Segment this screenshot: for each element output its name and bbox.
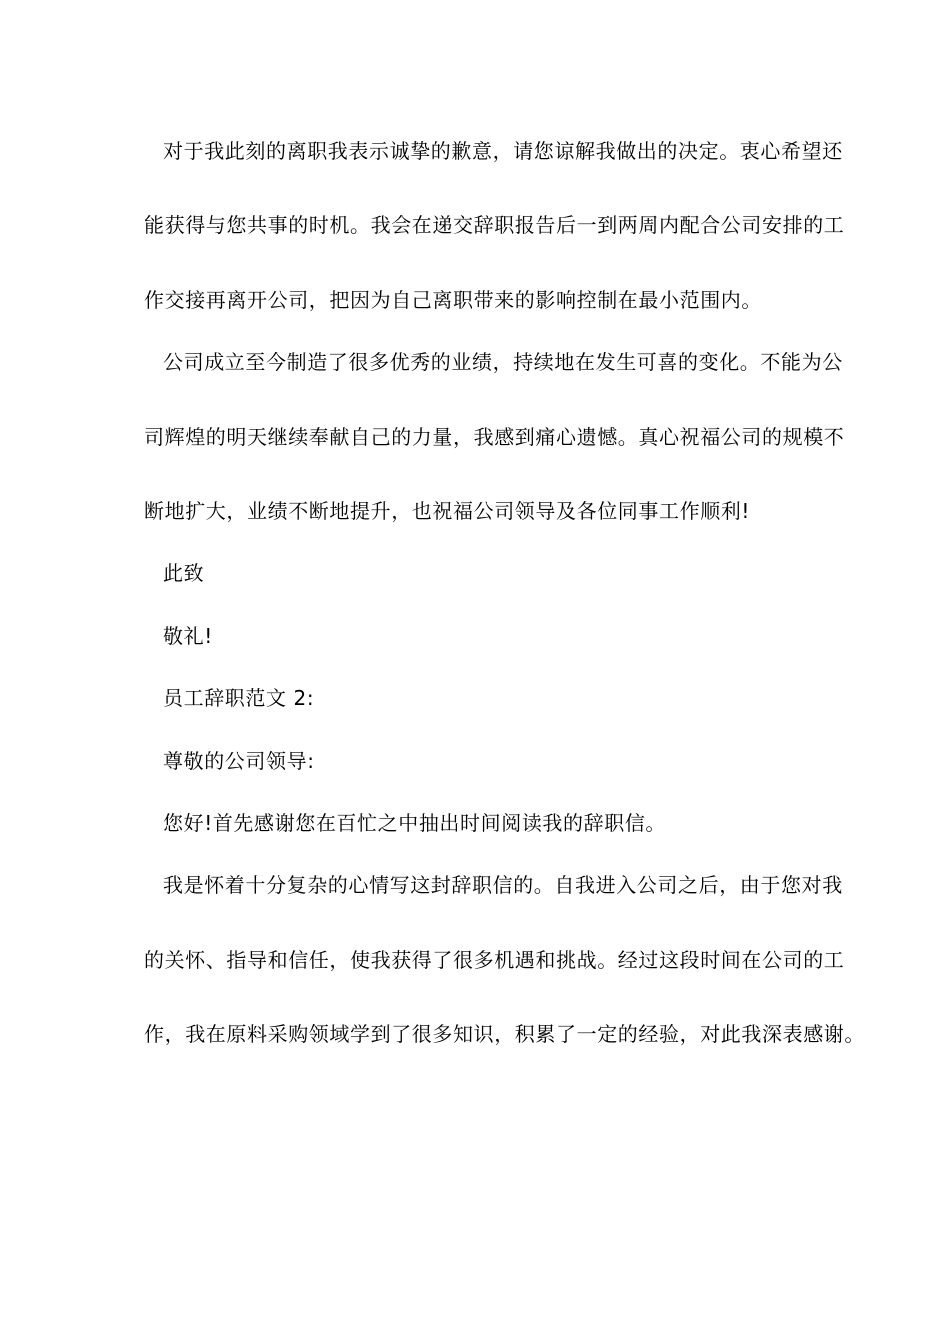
- sample-title: 员工辞职范文 2:: [163, 686, 315, 710]
- paragraph-3-line-1: 我是怀着十分复杂的心情写这封辞职信的。自我进入公司之后，由于您对我: [163, 873, 843, 897]
- paragraph-3-line-2: 的关怀、指导和信任，使我获得了很多机遇和挑战。经过这段时间在公司的工: [144, 948, 845, 972]
- paragraph-1-line-3: 作交接再离开公司，把因为自己离职带来的影响控制在最小范围内。: [144, 288, 762, 312]
- paragraph-1-line-1: 对于我此刻的离职我表示诚挚的歉意，请您谅解我做出的决定。衷心希望还: [163, 139, 843, 163]
- closing-line-2: 敬礼!: [163, 624, 213, 648]
- closing-line-1: 此致: [163, 561, 205, 585]
- paragraph-2-line-3: 断地扩大，业绩不断地提升，也祝福公司领导及各位同事工作顺利!: [144, 499, 751, 523]
- paragraph-3-line-3: 作，我在原料采购领域学到了很多知识，积累了一定的经验，对此我深表感谢。: [144, 1022, 865, 1046]
- paragraph-2-line-2: 司辉煌的明天继续奉献自己的力量，我感到痛心遗憾。真心祝福公司的规模不: [144, 425, 845, 449]
- paragraph-2-line-1: 公司成立至今制造了很多优秀的业绩，持续地在发生可喜的变化。不能为公: [163, 350, 843, 374]
- salutation: 尊敬的公司领导:: [163, 749, 315, 773]
- paragraph-1-line-2: 能获得与您共事的时机。我会在递交辞职报告后一到两周内配合公司安排的工: [144, 213, 845, 237]
- greeting: 您好!首先感谢您在百忙之中抽出时间阅读我的辞职信。: [163, 811, 667, 835]
